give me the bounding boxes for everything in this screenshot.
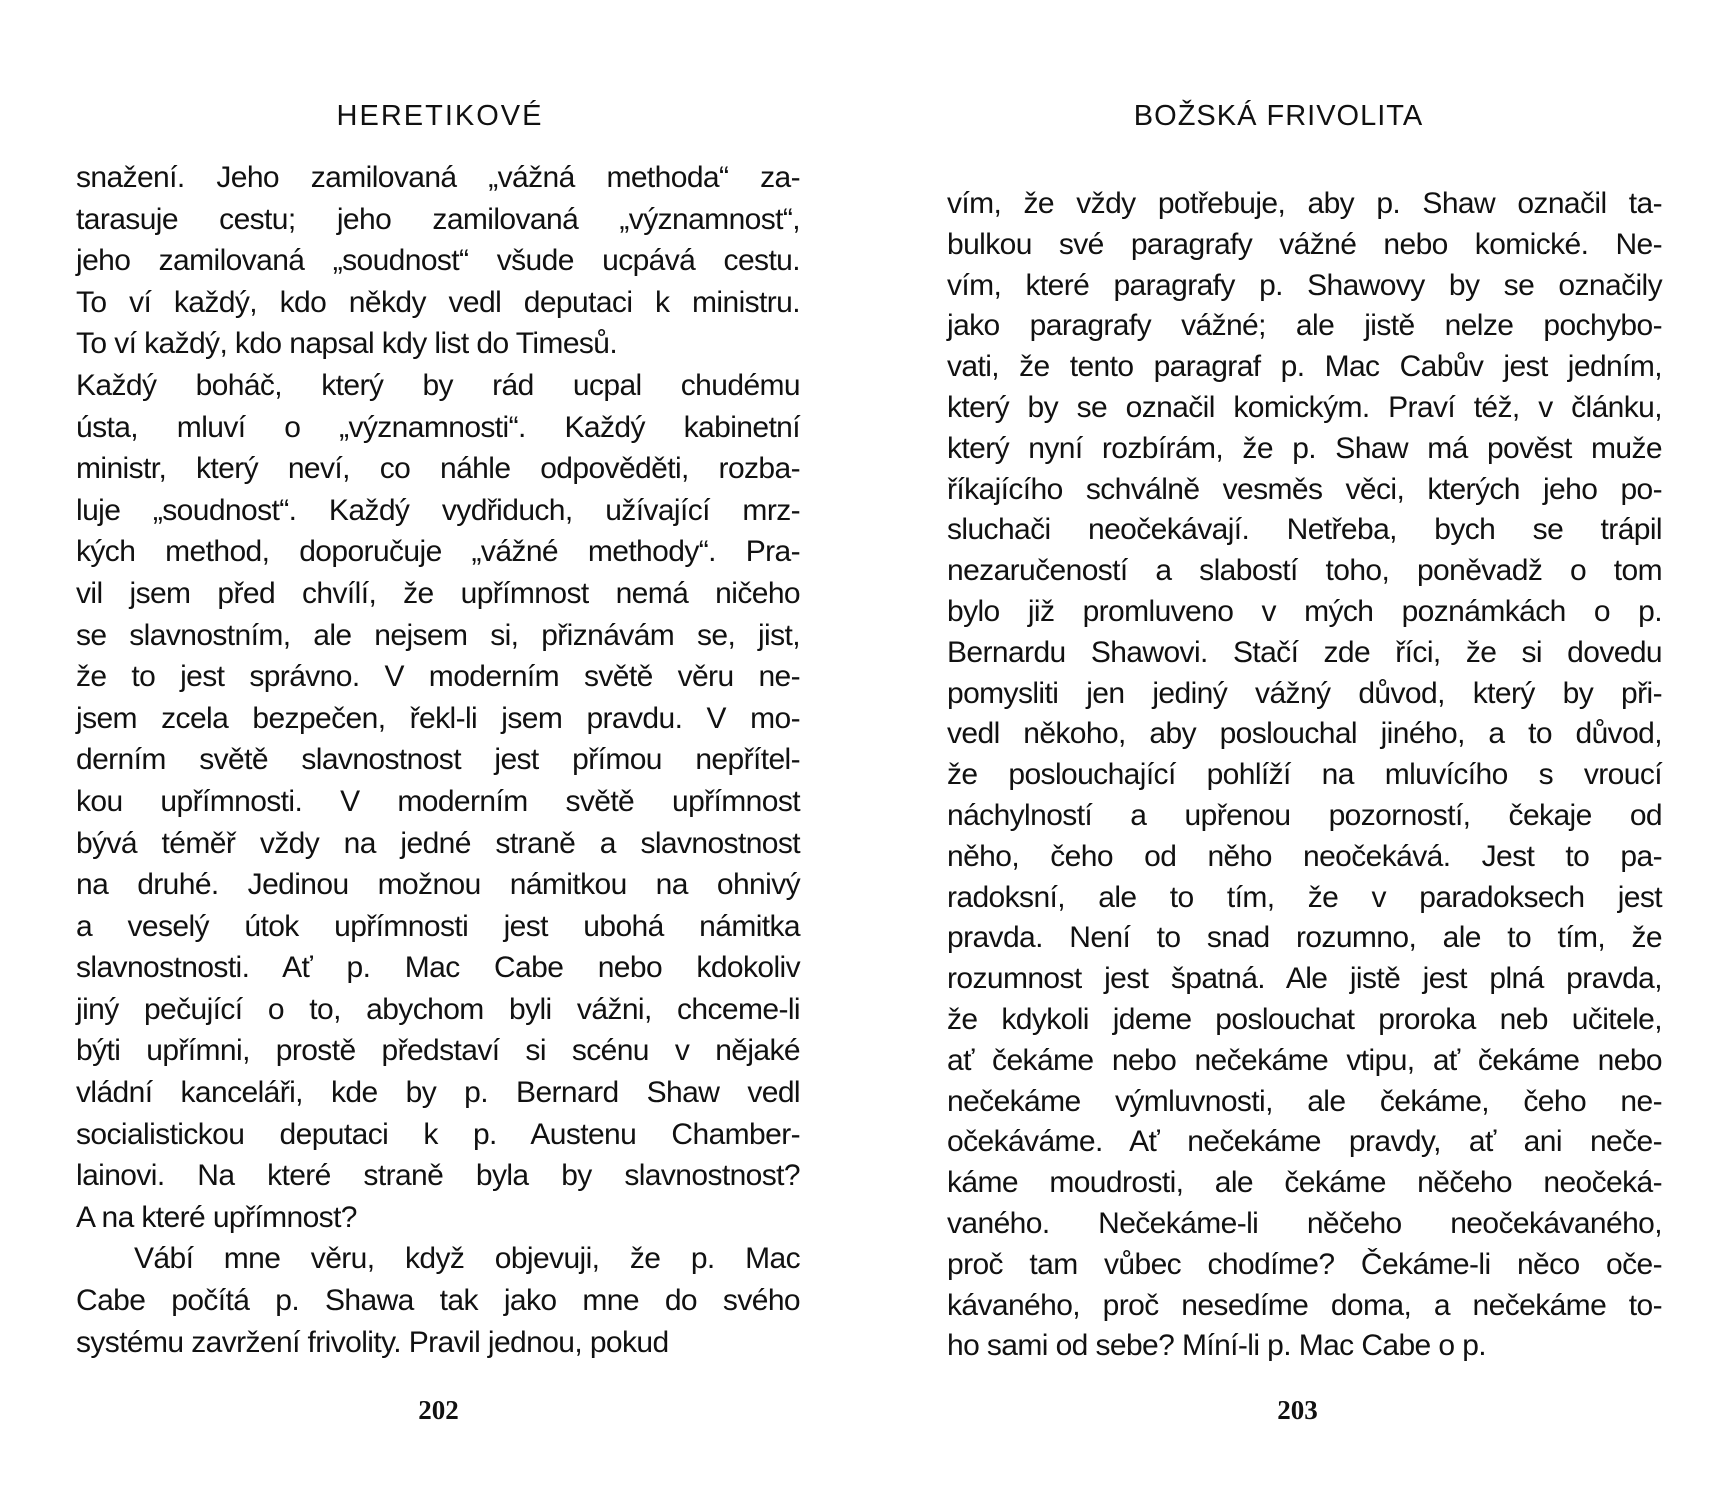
text-line: jiný pečující o to, abychom byli vážni, chceme-li	[76, 992, 800, 1026]
text-line: který nyní rozbírám, že p. Shaw má pověst muže	[947, 431, 1662, 465]
text-line: ho sami od sebe? Míní-li p. Mac Cabe o p.	[947, 1329, 1487, 1363]
text-line: tarasuje cestu; jeho zamilovaná „významnost“,	[76, 202, 800, 236]
text-line: vím, které paragrafy p. Shawovy by se označily	[947, 268, 1662, 302]
text-line: To ví každý, kdo někdy vedl deputaci k ministru.	[76, 285, 800, 319]
text-line: bulkou své paragrafy vážné nebo komické. Ne-	[947, 227, 1662, 261]
text-line: vládní kanceláři, kde by p. Bernard Shaw vedl	[76, 1076, 800, 1110]
text-line: jsem zcela bezpečen, řekl-li jsem pravdu. V mo-	[76, 701, 800, 735]
body-text	[947, 184, 1662, 1367]
text-line: a veselý útok upřímnosti jest ubohá námitka	[76, 909, 800, 943]
text-line: derním světě slavnostnost jest přímou nepřítel-	[76, 743, 800, 777]
text-line: vati, že tento paragraf p. Mac Cabův jest jedním,	[947, 350, 1662, 384]
text-line: kávaného, proč nesedíme doma, a nečekáme to-	[947, 1288, 1662, 1322]
text-line: lainovi. Na které straně byla by slavnostnost?	[76, 1159, 800, 1193]
text-line: říkajícího schválně vesměs věci, kterých jeho po-	[947, 472, 1662, 506]
text-line: pomysliti jen jediný vážný důvod, který by při-	[947, 676, 1662, 710]
text-line: jeho zamilovaná „soudnost“ všude ucpává cestu.	[76, 244, 800, 278]
text-line: jako paragrafy vážné; ale jistě nelze pochybo-	[947, 309, 1662, 343]
page-number: 203	[1277, 1395, 1318, 1425]
body-text	[76, 157, 800, 1363]
text-line: kou upřímnosti. V moderním světě upřímnost	[76, 784, 800, 818]
text-line: proč tam vůbec chodíme? Čekáme-li něco oče-	[947, 1247, 1662, 1281]
text-line: nečekáme výmluvnosti, ale čekáme, čeho ne-	[947, 1084, 1662, 1118]
text-line: Vábí mne věru, když objevuji, že p. Mac	[134, 1242, 800, 1276]
text-line: To ví každý, kdo napsal kdy list do Timesů.	[76, 327, 618, 361]
page-number: 202	[418, 1395, 459, 1425]
text-line: bývá téměř vždy na jedné straně a slavnostnost	[76, 826, 800, 860]
text-line: pravda. Není to snad rozumno, ale to tím, že	[947, 921, 1662, 955]
running-head: BOŽSKÁ FRIVOLITA	[1133, 100, 1424, 132]
text-line: systému zavržení frivolity. Pravil jednou, pokud	[76, 1325, 669, 1359]
text-line: ústa, mluví o „významnosti“. Každý kabinetní	[76, 410, 800, 444]
running-head: HERETIKOVÉ	[336, 100, 544, 132]
text-line: snažení. Jeho zamilovaná „vážná methoda“ za-	[76, 161, 800, 194]
text-line: něho, čeho od něho neočekává. Jest to pa-	[947, 839, 1662, 873]
text-line: Bernardu Shawovi. Stačí zde říci, že si dovedu	[947, 635, 1662, 669]
text-line: ať čekáme nebo nečekáme vtipu, ať čekáme nebo	[947, 1043, 1662, 1077]
text-line: který by se označil komickým. Praví též, v článku,	[947, 390, 1662, 424]
text-line: sluchači neočekávají. Netřeba, bych se trápil	[947, 513, 1662, 547]
text-line: že kdykoli jdeme poslouchat proroka neb učitele,	[947, 1002, 1662, 1036]
text-line: bylo již promluveno v mých poznámkách o p.	[947, 594, 1662, 628]
text-line: luje „soudnost“. Každý vydřiduch, užívající mrz-	[76, 493, 800, 527]
text-line: býti upřímni, prostě představí si scénu v nějaké	[76, 1034, 800, 1068]
right-page	[867, 0, 1734, 1501]
text-line: slavnostnosti. Ať p. Mac Cabe nebo kdokoliv	[76, 951, 800, 985]
text-line: Každý boháč, který by rád ucpal chudému	[76, 368, 800, 402]
text-line: náchylností a upřenou pozorností, čekaje od	[947, 798, 1662, 832]
text-line: vil jsem před chvílí, že upřímnost nemá ničeho	[76, 576, 800, 610]
text-line: očekáváme. Ať nečekáme pravdy, ať ani neče-	[947, 1125, 1662, 1159]
text-line: vaného. Nečekáme-li něčeho neočekávaného,	[947, 1206, 1662, 1240]
text-line: káme moudrosti, ale čekáme něčeho neočeká-	[947, 1166, 1662, 1200]
text-line: Cabe počítá p. Shawa tak jako mne do svého	[76, 1284, 800, 1318]
text-line: že poslouchající pohlíží na mluvícího s vroucí	[947, 758, 1662, 792]
text-line: kých method, doporučuje „vážné methody“. Pra-	[76, 535, 800, 569]
text-line: rozumnost jest špatná. Ale jistě jest plná pravda,	[947, 962, 1662, 996]
text-line: se slavnostním, ale nejsem si, přiznávám se, jist,	[76, 618, 800, 652]
text-line: vím, že vždy potřebuje, aby p. Shaw označil ta-	[947, 187, 1662, 220]
text-line: nezaručeností a slabostí toho, poněvadž o tom	[947, 554, 1662, 588]
text-line: na druhé. Jedinou možnou námitkou na ohnivý	[76, 868, 800, 902]
text-line: radoksní, ale to tím, že v paradoksech jest	[947, 880, 1662, 914]
text-line: ministr, který neví, co náhle odpověděti, rozba-	[76, 452, 800, 486]
text-line: vedl někoho, aby poslouchal jiného, a to důvod,	[947, 717, 1662, 751]
text-line: A na které upřímnost?	[76, 1200, 357, 1234]
text-line: že to jest správno. V moderním světě věru ne-	[76, 660, 800, 694]
text-line: socialistickou deputaci k p. Austenu Chamber-	[76, 1117, 800, 1151]
